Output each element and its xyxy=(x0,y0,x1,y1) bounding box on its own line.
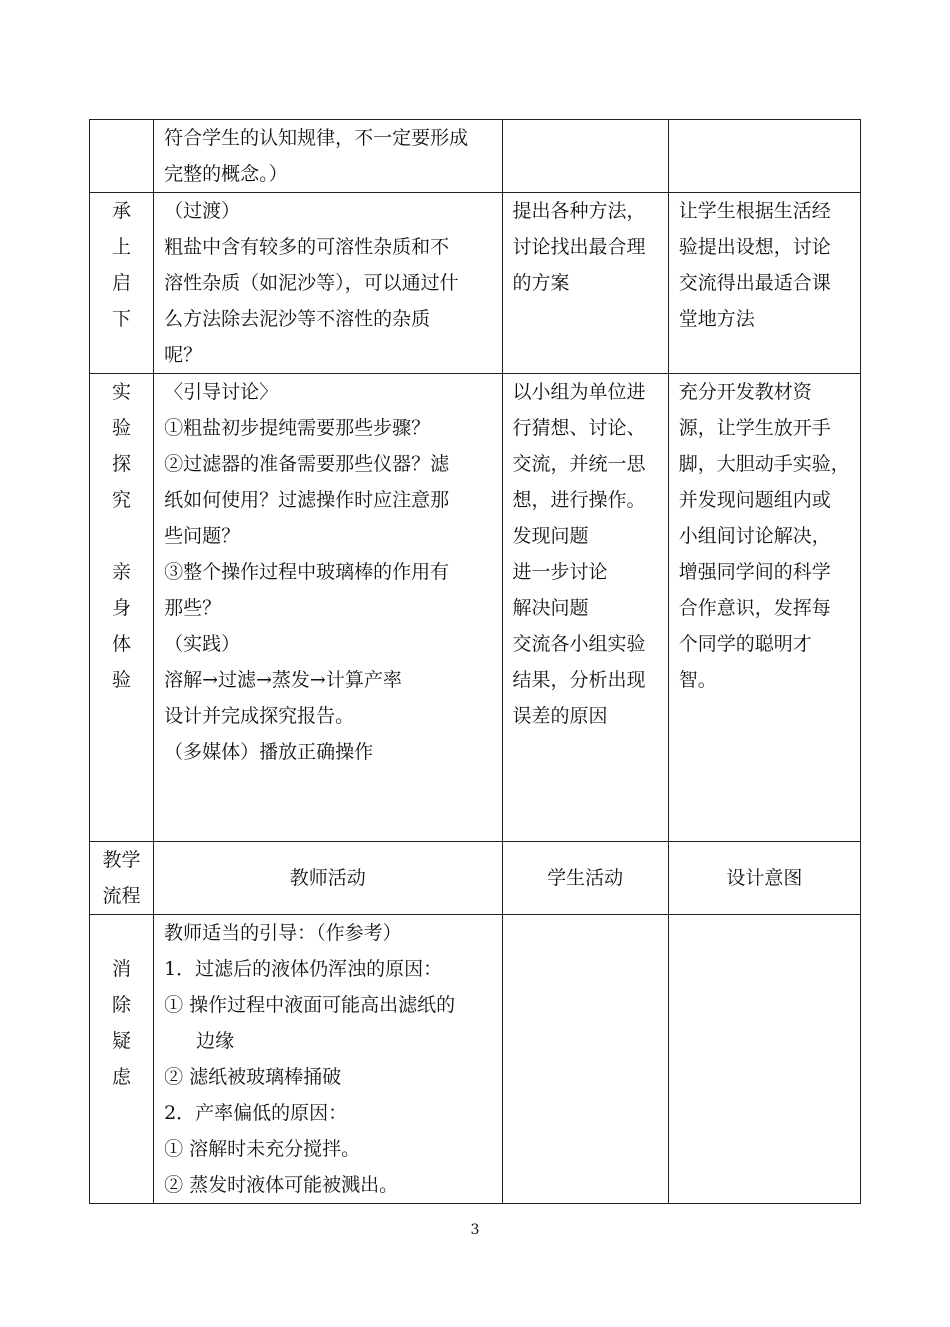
text-line: 结果，分析出现 xyxy=(512,669,646,691)
text-line: 2．产率偏低的原因： xyxy=(164,1102,348,1124)
stage-char: 亲 xyxy=(112,561,132,583)
stage-char: 下 xyxy=(112,308,132,330)
text-line: 〈引导讨论〉 xyxy=(164,381,279,403)
page-number: 3 xyxy=(470,1222,480,1238)
text-line: 粗盐中含有较多的可溶性杂质和不 xyxy=(164,236,450,258)
lesson-plan-table xyxy=(89,119,861,1204)
header-stage-line: 教学 xyxy=(102,849,141,871)
text-line: 1．过滤后的液体仍浑浊的原因： xyxy=(164,958,443,980)
teacher-activity-cell xyxy=(154,120,502,193)
text-line: 堂地方法 xyxy=(678,308,755,330)
text-line: （多媒体）播放正确操作 xyxy=(164,741,374,763)
text-line: ③整个操作过程中玻璃棒的作用有 xyxy=(164,561,450,583)
stage-char: 验 xyxy=(112,417,132,439)
text-line: 提出各种方法， xyxy=(512,200,646,222)
design-intent-cell xyxy=(668,374,860,842)
stage-cell xyxy=(90,120,154,193)
text-line: 讨论找出最合理 xyxy=(512,236,646,258)
text-line: 交流各小组实验 xyxy=(512,633,646,655)
text-line: 设计并完成探究报告。 xyxy=(164,705,355,727)
text-line: ①粗盐初步提纯需要那些步骤？ xyxy=(164,417,431,439)
text-line: 些问题？ xyxy=(164,525,241,547)
table-row xyxy=(90,120,861,193)
stage-char: 探 xyxy=(112,453,132,475)
text-line: 智。 xyxy=(678,669,717,691)
text-line: 误差的原因 xyxy=(512,705,608,727)
stage-char: 体 xyxy=(112,633,132,655)
stage-char: 疑 xyxy=(112,1030,132,1052)
text-line: （实践） xyxy=(164,633,241,655)
text-line: 溶解→过滤→蒸发→计算产率 xyxy=(164,669,402,691)
text-line: 验提出设想，讨论 xyxy=(678,236,831,258)
design-intent-cell xyxy=(668,915,860,1204)
stage-cell xyxy=(90,915,154,1204)
text-line: 解决问题 xyxy=(512,597,589,619)
text-line: 纸如何使用？过滤操作时应注意那 xyxy=(164,489,450,511)
text-line: 个同学的聪明才 xyxy=(678,633,812,655)
text-line: 的方案 xyxy=(512,272,570,294)
student-activity-cell xyxy=(502,193,668,374)
text-line: 交流，并统一思 xyxy=(512,453,646,475)
text-line: 以小组为单位进 xyxy=(512,381,646,403)
text-line: 增强同学间的科学 xyxy=(678,561,831,583)
text-line: 脚，大胆动手实验， xyxy=(678,453,850,475)
stage-char: 启 xyxy=(112,272,132,294)
stage-cell xyxy=(90,193,154,374)
text-line: 让学生根据生活经 xyxy=(678,200,831,222)
stage-char: 除 xyxy=(112,994,132,1016)
table-row xyxy=(90,915,861,1204)
text-line: 么方法除去泥沙等不溶性的杂质 xyxy=(164,308,431,330)
stage-cell xyxy=(90,374,154,842)
stage-char: 消 xyxy=(112,958,132,980)
table-header-row xyxy=(90,842,861,915)
design-intent-cell xyxy=(668,120,860,193)
text-line: ②过滤器的准备需要那些仪器？滤 xyxy=(164,453,450,475)
header-stage-line: 流程 xyxy=(102,885,141,907)
stage-char: 承 xyxy=(112,200,132,222)
text-line: 呢？ xyxy=(164,344,203,366)
text-line: 合作意识，发挥每 xyxy=(678,597,831,619)
student-activity-cell xyxy=(502,374,668,842)
stage-char: 实 xyxy=(112,381,132,403)
text-line: ② 滤纸被玻璃棒捅破 xyxy=(164,1066,342,1088)
text-line: 教师适当的引导：（作参考） xyxy=(164,922,402,944)
text-line: （过渡） xyxy=(164,200,241,222)
text-line: 进一步讨论 xyxy=(512,561,608,583)
stage-char: 验 xyxy=(112,669,132,691)
text-line: 想，进行操作。 xyxy=(512,489,646,511)
stage-char: 上 xyxy=(112,236,132,258)
text-line: ② 蒸发时液体可能被溅出。 xyxy=(164,1174,399,1196)
text-line: ① 溶解时未充分搅拌。 xyxy=(164,1138,361,1160)
text-line: 行猜想、讨论、 xyxy=(512,417,646,439)
text-line: 源，让学生放开手 xyxy=(678,417,831,439)
text-line: 边缘 xyxy=(196,1030,235,1052)
teacher-activity-cell xyxy=(154,193,502,374)
teacher-activity-cell xyxy=(154,374,502,842)
text-line: ① 操作过程中液面可能高出滤纸的 xyxy=(164,994,456,1016)
text-line: 充分开发教材资 xyxy=(678,381,812,403)
text-line: 交流得出最适合课 xyxy=(678,272,831,294)
design-intent-cell xyxy=(668,193,860,374)
stage-char: 究 xyxy=(112,489,132,511)
text-line: 符合学生的认知规律，不一定要形成 xyxy=(164,127,469,149)
stage-char: 身 xyxy=(112,597,132,619)
text-line: 发现问题 xyxy=(512,525,589,547)
text-line: 小组间讨论解决， xyxy=(678,525,831,547)
student-activity-cell xyxy=(502,120,668,193)
header-design-intent: 设计意图 xyxy=(668,842,860,915)
stage-char: 虑 xyxy=(112,1066,132,1088)
text-line: 那些？ xyxy=(164,597,222,619)
text-line: 溶性杂质（如泥沙等），可以通过什 xyxy=(164,272,459,294)
student-activity-cell xyxy=(502,915,668,1204)
teacher-activity-cell xyxy=(154,915,502,1204)
table-row xyxy=(90,374,861,842)
text-line: 完整的概念。） xyxy=(164,163,288,185)
header-student-activity: 学生活动 xyxy=(502,842,668,915)
header-stage-cell xyxy=(90,842,154,915)
table-row xyxy=(90,193,861,374)
header-teacher-activity: 教师活动 xyxy=(154,842,502,915)
text-line: 并发现问题组内或 xyxy=(678,489,831,511)
